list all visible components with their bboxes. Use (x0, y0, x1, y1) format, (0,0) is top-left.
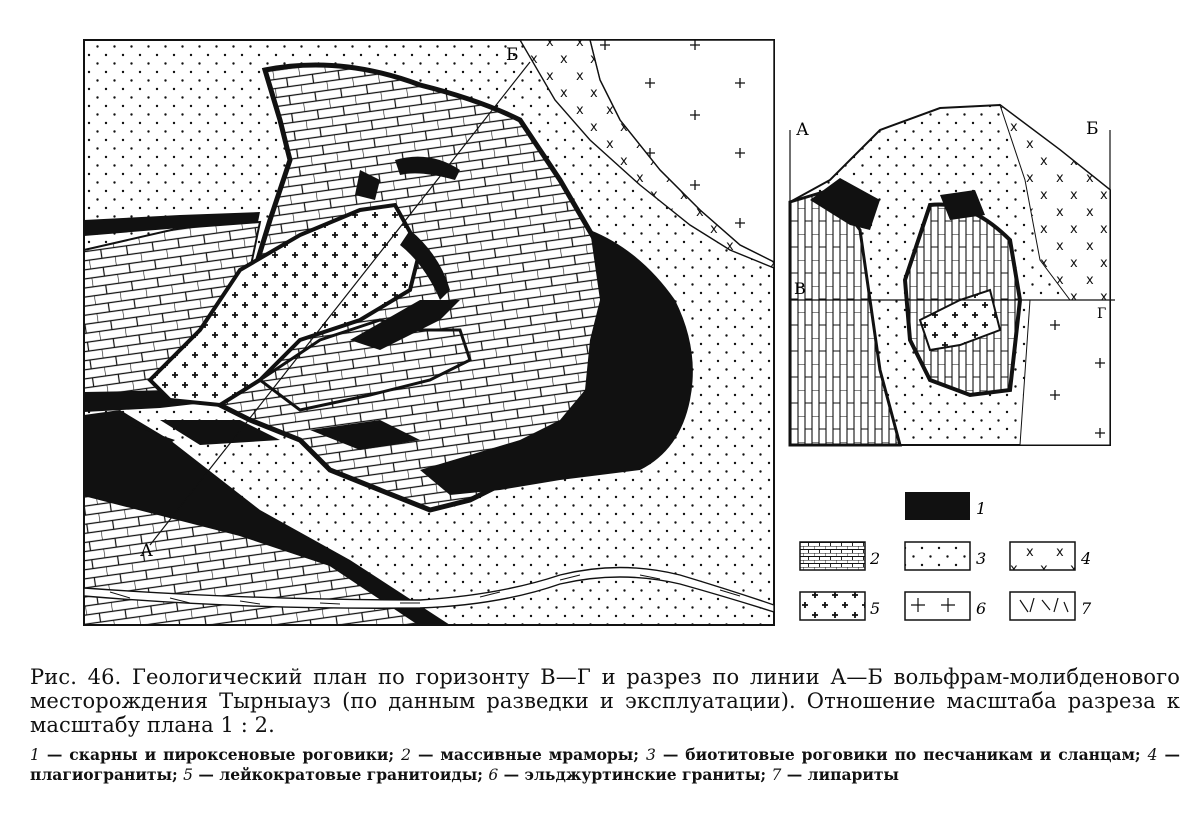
legend-num-2: 2 (401, 746, 411, 764)
plan-label-b: Б (506, 45, 519, 65)
section-label-b: Б (1086, 119, 1099, 139)
svg-text:5: 5 (870, 599, 881, 618)
legend-item-6 (905, 592, 986, 620)
legend-text-4: — плагиограниты; (30, 745, 1180, 784)
svg-text:4: 4 (1081, 549, 1092, 568)
legend-item-4 (1010, 542, 1091, 570)
legend-text-2: — массивные мраморы; (417, 745, 646, 764)
section-label-v: В (794, 279, 806, 298)
svg-text:2: 2 (870, 549, 881, 568)
legend-num-5: 5 (183, 766, 194, 784)
legend-item-3 (905, 542, 986, 570)
plan-label-a: А (140, 541, 153, 561)
caption-block (30, 665, 1180, 785)
plan-map (84, 40, 774, 625)
legend-item-1 (905, 492, 986, 520)
figure-caption: Рис. 46. Геологический план по горизонту В—Г и разрез по линии А—Б вольфрам-молибденового месторождения Тырныауз (по данным разведки и эксплуатации). Отношение масштаба разреза к масштабу плана 1 : 2. (30, 665, 1180, 737)
legend (800, 492, 1092, 620)
legend-text-6: — эльджуртинские граниты; (503, 765, 772, 784)
legend-text-1: — скарны и пироксеновые роговики; (46, 745, 402, 764)
legend-num-4: 4 (1147, 746, 1158, 764)
legend-explanation (30, 745, 1180, 785)
legend-text-5: — лейкократовые гранитоиды; (198, 765, 489, 784)
legend-item-2 (800, 542, 880, 570)
legend-item-7 (1010, 592, 1092, 620)
section-label-a: А (796, 120, 809, 140)
legend-text-3: — биотитовые роговики по песчаникам и сланцам; (662, 745, 1148, 764)
legend-num-3: 3 (645, 746, 656, 764)
svg-text:6: 6 (976, 599, 987, 618)
svg-text:1: 1 (976, 499, 987, 518)
legend-text-7: — липариты (786, 765, 899, 784)
legend-num-7: 7 (771, 766, 782, 784)
legend-num-6: 6 (488, 766, 499, 784)
svg-text:3: 3 (976, 549, 987, 568)
legend-num-1: 1 (30, 746, 40, 764)
legend-item-5 (800, 592, 880, 620)
svg-text:7: 7 (1081, 599, 1092, 618)
section-profile (790, 105, 1115, 445)
section-label-g: Г (1097, 306, 1107, 322)
